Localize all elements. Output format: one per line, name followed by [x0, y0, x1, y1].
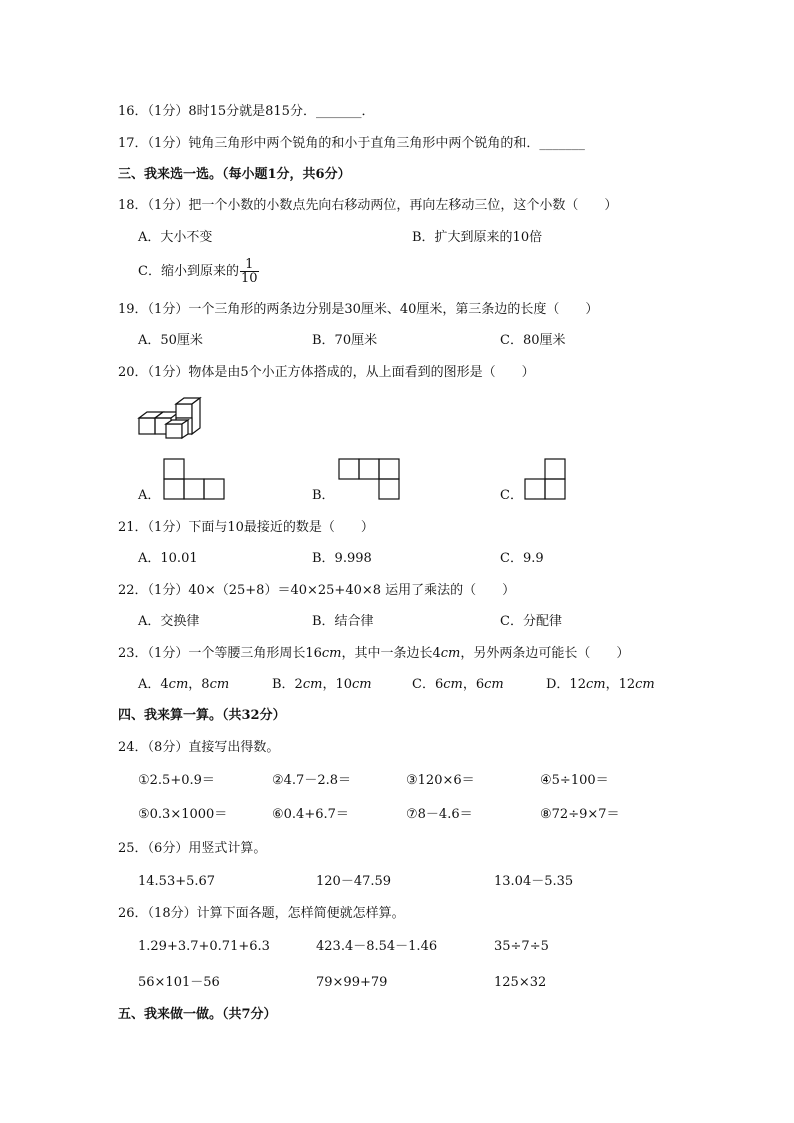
option-a-figure	[163, 458, 225, 500]
simplify-calc-item: 56×101－56	[138, 975, 220, 990]
question-21-option-a[interactable]: A．10.01	[138, 551, 198, 566]
vertical-calc-item: 13.04－5.35	[494, 874, 574, 889]
fraction-numerator: 1	[240, 258, 259, 272]
question-19-stem: 19．（1分）一个三角形的两条边分别是30厘米、40厘米，第三条边的长度（ ）	[118, 302, 599, 317]
question-16: 16．（1分）8时15分就是815分．_______．	[118, 104, 375, 119]
section-4-heading: 四、我来算一算。（共32分）	[118, 708, 286, 723]
question-19-option-c[interactable]: C．80厘米	[500, 333, 566, 348]
unit: cm	[302, 677, 323, 692]
fraction-denominator: 10	[240, 271, 258, 286]
calc-item: ⑤0.3×1000＝	[138, 807, 228, 822]
simplify-calc-item: 35÷7÷5	[494, 939, 549, 954]
unit: cm	[440, 646, 461, 661]
question-23-option-c[interactable]	[412, 677, 504, 693]
question-22-stem: 22．（1分）40×（25+8）＝40×25+40×8 运用了乘法的（ ）	[118, 583, 516, 598]
stem-part: ，另外两条边可能长（ ）	[460, 646, 630, 661]
calc-item: ①2.5+0.9＝	[138, 773, 215, 788]
question-19-option-a[interactable]: A．50厘米	[138, 333, 203, 348]
section-5-heading: 五、我来做一做。（共7分）	[118, 1007, 277, 1022]
option-text: ，6	[462, 677, 485, 692]
option-text: C．6	[412, 677, 444, 692]
simplify-calc-item: 423.4－8.54－1.46	[316, 939, 438, 954]
calc-item: ⑧72÷9×7＝	[540, 807, 620, 822]
unit: cm	[351, 677, 372, 692]
question-18-option-a[interactable]: A．大小不变	[138, 230, 213, 245]
simplify-calc-item: 125×32	[494, 975, 547, 990]
unit: cm	[484, 677, 504, 692]
question-21-option-c[interactable]: C．9.9	[500, 551, 544, 566]
unit: cm	[443, 677, 463, 692]
option-text: ，10	[322, 677, 352, 692]
cube-stack-figure	[136, 394, 200, 440]
question-18-option-c[interactable]	[138, 258, 259, 285]
vertical-calc-item: 120－47.59	[316, 874, 392, 889]
question-20-option-a[interactable]: A．	[138, 488, 161, 503]
question-24-stem: 24．（8分）直接写出得数。	[118, 740, 280, 755]
unit: cm	[321, 646, 342, 661]
calc-item: ⑦8－4.6＝	[406, 807, 473, 822]
simplify-calc-item: 79×99+79	[316, 975, 388, 990]
question-26-stem: 26．（18分）计算下面各题，怎样简便就怎样算。	[118, 906, 405, 921]
calc-item: ④5÷100＝	[540, 773, 609, 788]
calc-item: ⑥0.4+6.7＝	[272, 807, 349, 822]
unit: cm	[168, 677, 189, 692]
option-text: ，12	[605, 677, 636, 692]
question-17: 17．（1分）钝角三角形中两个锐角的和小于直角三角形中两个锐角的和．_______	[118, 136, 585, 151]
question-20-stem: 20．（1分）物体是由5个小正方体搭成的，从上面看到的图形是（ ）	[118, 365, 535, 380]
question-18-option-b[interactable]: B．扩大到原来的10倍	[412, 230, 543, 245]
option-b-figure	[338, 458, 400, 500]
unit: cm	[635, 677, 655, 692]
fraction	[240, 258, 259, 285]
question-22-option-c[interactable]: C．分配律	[500, 614, 562, 629]
option-text: ，8	[188, 677, 210, 692]
question-20-option-b[interactable]: B．	[312, 488, 335, 503]
calc-item: ③120×6＝	[406, 773, 475, 788]
question-22-option-b[interactable]: B．结合律	[312, 614, 374, 629]
unit: cm	[585, 677, 606, 692]
calc-item: ②4.7－2.8＝	[272, 773, 352, 788]
question-23-option-a[interactable]	[138, 677, 229, 693]
option-c-figure	[524, 458, 566, 500]
option-text: D．12	[546, 677, 586, 692]
question-21-option-b[interactable]: B．9.998	[312, 551, 372, 566]
question-22-option-a[interactable]: A．交换律	[138, 614, 200, 629]
question-25-stem: 25．（6分）用竖式计算。	[118, 841, 267, 856]
question-20-option-c[interactable]: C．	[500, 488, 523, 503]
question-23-option-d[interactable]	[546, 677, 655, 693]
option-text: B．2	[272, 677, 303, 692]
stem-part: ，其中一条边长4	[341, 646, 441, 661]
simplify-calc-item: 1.29+3.7+0.71+6.3	[138, 939, 270, 954]
option-c-text: C．缩小到原来的	[138, 264, 239, 279]
question-21-stem: 21．（1分）下面与10最接近的数是（ ）	[118, 520, 374, 535]
stem-part: 23．（1分）一个等腰三角形周长16	[118, 646, 322, 661]
question-19-option-b[interactable]: B．70厘米	[312, 333, 378, 348]
section-3-heading: 三、我来选一选。（每小题1分，共6分）	[118, 167, 351, 182]
unit: cm	[209, 677, 230, 692]
question-23-option-b[interactable]	[272, 677, 372, 693]
question-23-stem	[118, 646, 629, 662]
option-text: A．4	[138, 677, 169, 692]
vertical-calc-item: 14.53+5.67	[138, 874, 216, 889]
question-18-stem: 18．（1分）把一个小数的小数点先向右移动两位，再向左移动三位，这个小数（ ）	[118, 198, 618, 213]
